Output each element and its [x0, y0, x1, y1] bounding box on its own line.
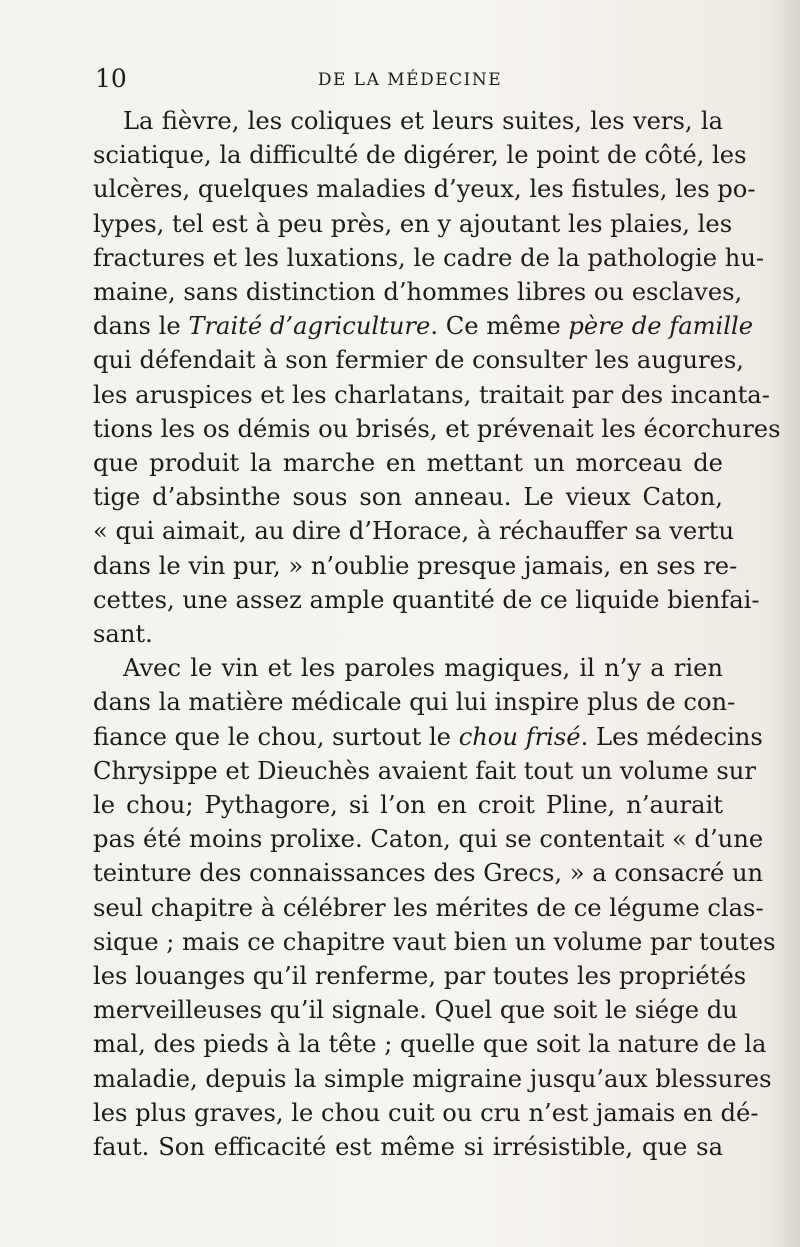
text-segment: sant. — [93, 620, 153, 649]
text-line — [93, 514, 735, 548]
text-segment: sciatique, la difficulté de digérer, le point de côté, les — [93, 141, 747, 170]
text-segment: que produit la marche en mettant un morceau de — [93, 449, 723, 478]
text-line — [93, 788, 723, 822]
text-line — [93, 343, 744, 377]
body-text — [93, 104, 781, 1164]
text-segment: ulcères, quelques maladies d’yeux, les fistules, les po- — [93, 175, 756, 204]
italic-text: Traité d’agriculture — [188, 312, 431, 341]
text-line — [93, 1027, 767, 1061]
text-segment: cettes, une assez ample quantité de ce liquide bienfai- — [93, 585, 760, 614]
text-line — [93, 993, 738, 1027]
text-line — [93, 241, 765, 275]
text-line — [93, 138, 747, 172]
text-segment: les aruspices et les charlatans, traitait par des incanta- — [93, 380, 770, 409]
text-line — [93, 720, 763, 754]
text-line — [93, 583, 760, 617]
text-segment: sique ; mais ce chapitre vaut bien un volume par toutes — [93, 927, 776, 956]
text-line — [93, 891, 764, 925]
text-line — [93, 549, 738, 583]
text-segment: « qui aimait, au dire d’Horace, à réchauffer sa vertu — [93, 517, 735, 546]
text-line — [93, 446, 723, 480]
text-segment: dans la matière médicale qui lui inspire plus de con- — [93, 688, 736, 717]
text-segment: Avec le vin et les paroles magiques, il n’y a rien — [123, 654, 723, 683]
paragraph — [93, 104, 781, 651]
text-line — [93, 309, 754, 343]
text-line — [93, 959, 747, 993]
text-line — [93, 617, 723, 651]
text-segment: tions les os démis ou brisés, et prévenait les écorchures — [93, 414, 781, 443]
text-segment: . Les médecins — [580, 722, 763, 751]
text-line — [93, 172, 756, 206]
text-segment: Chrysippe et Dieuchès avaient fait tout un volume sur — [93, 756, 756, 785]
text-segment: dans le vin pur, » n’oublie presque jamais, en ses re- — [93, 551, 738, 580]
text-segment: fiance que le chou, surtout le — [93, 722, 459, 751]
text-segment: La fièvre, les coliques et leurs suites, les vers, la — [123, 107, 723, 135]
paragraph — [93, 651, 776, 1164]
text-segment: seul chapitre à célébrer les mérites de ce légume clas- — [93, 893, 764, 922]
text-segment: qui défendait à son fermier de consulter les augures, — [93, 346, 744, 375]
text-segment: lypes, tel est à peu près, en y ajoutant les plaies, les — [93, 209, 733, 238]
text-line — [93, 822, 764, 856]
text-segment: . Ce même — [430, 312, 569, 341]
text-line — [93, 754, 756, 788]
text-line — [93, 378, 770, 412]
text-segment: dans le — [93, 312, 189, 341]
text-line — [93, 104, 723, 138]
text-segment: pas été moins prolixe. Caton, qui se contentait « d’une — [93, 825, 764, 854]
text-line — [93, 856, 764, 890]
text-segment: les louanges qu’il renferme, par toutes les propriétés — [93, 962, 747, 991]
italic-text: chou frisé — [458, 722, 581, 751]
text-segment: maladie, depuis la simple migraine jusqu’aux blessures — [93, 1064, 772, 1093]
italic-text: père de famille — [568, 312, 754, 341]
text-segment: fractures et les luxations, le cadre de la pathologie hu- — [93, 243, 765, 272]
text-line — [93, 275, 743, 309]
text-segment: faut. Son efficacité est même si irrésistible, que sa — [93, 1133, 723, 1162]
text-segment: merveilleuses qu’il signale. Quel que soit le siége du — [93, 996, 738, 1025]
text-line — [93, 207, 733, 241]
text-line — [93, 685, 736, 719]
text-line — [93, 412, 781, 446]
running-title: DE LA MÉDECINE — [317, 70, 503, 90]
text-line — [93, 1062, 772, 1096]
text-segment: les plus graves, le chou cuit ou cru n’est jamais en dé- — [93, 1098, 759, 1127]
text-line — [93, 651, 723, 685]
text-segment: mal, des pieds à la tête ; quelle que soit la nature de la — [93, 1030, 767, 1059]
text-line — [93, 925, 776, 959]
text-line — [93, 480, 723, 514]
text-segment: teinture des connaissances des Grecs, » a consacré un — [93, 859, 764, 888]
page-number: 10 — [95, 64, 127, 93]
page-header — [95, 62, 725, 96]
text-segment: le chou; Pythagore, si l’on en croit Pline, n’aurait — [93, 791, 723, 820]
text-segment: maine, sans distinction d’hommes libres ou esclaves, — [93, 278, 743, 307]
text-segment: tige d’absinthe sous son anneau. Le vieux Caton, — [93, 483, 723, 512]
text-line — [93, 1096, 759, 1130]
text-line — [93, 1130, 723, 1164]
